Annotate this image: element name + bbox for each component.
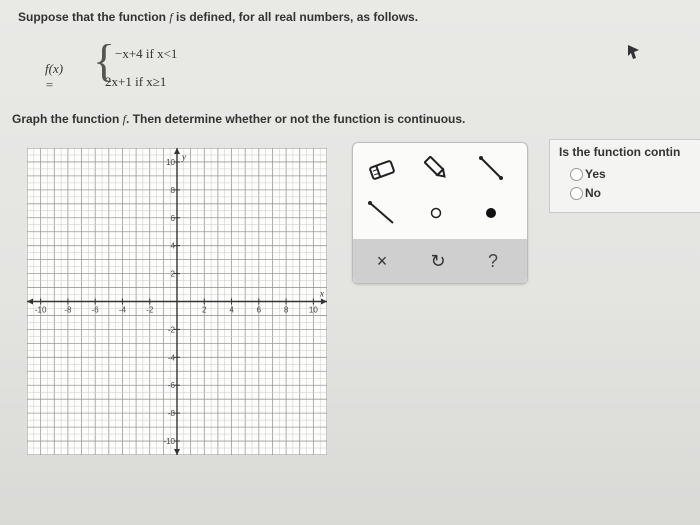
close-icon: ×	[376, 250, 388, 271]
formula-lhs: f(x) =	[45, 61, 64, 92]
formula-case-1: −x+4 if x<1	[115, 46, 178, 61]
closed-circle-icon	[484, 206, 498, 220]
y-tick-label: -8	[167, 409, 175, 419]
radio-no[interactable]	[570, 187, 583, 200]
line-segment-tool[interactable]	[476, 153, 506, 183]
y-tick-label: -6	[167, 381, 175, 391]
x-tick-label: 8	[283, 305, 289, 315]
closed-circle-tool[interactable]	[476, 198, 506, 228]
x-tick-label: -4	[118, 305, 127, 315]
line-segment-icon	[477, 154, 505, 182]
y-tick-label: 2	[170, 269, 175, 279]
pencil-icon	[424, 156, 448, 180]
coordinate-grid[interactable]	[27, 148, 327, 455]
y-tick-label: -4	[167, 353, 175, 363]
toolbox-action-bar	[353, 239, 527, 283]
grid-canvas[interactable]	[27, 148, 327, 455]
option-yes-label: Yes	[585, 167, 606, 181]
graph-instruction: Graph the function f. Then determine whether or not the function is continuous.	[12, 112, 466, 126]
radio-yes[interactable]	[570, 168, 583, 181]
help-button[interactable]	[478, 247, 508, 275]
y-tick-label: -10	[163, 437, 175, 447]
question-text: Is the function contin	[559, 145, 681, 159]
x-tick-label: 10	[308, 305, 318, 315]
graph-toolbox	[352, 142, 528, 284]
y-tick-label: 4	[170, 241, 175, 251]
x-tick-label: -8	[64, 305, 72, 315]
undo-button[interactable]	[423, 247, 453, 275]
x-tick-label: -6	[91, 305, 99, 315]
option-no[interactable]	[570, 186, 601, 200]
x-tick-label: -2	[146, 305, 154, 315]
clear-button[interactable]	[367, 247, 397, 275]
undo-icon: ↻	[430, 250, 446, 271]
formula-case-2: 2x+1 if x≥1	[105, 74, 167, 89]
y-tick-label: -2	[167, 325, 175, 335]
ray-icon	[367, 199, 397, 227]
pencil-tool[interactable]	[421, 153, 451, 183]
problem-prompt: Suppose that the function f is defined, for all real numbers, as follows.	[18, 10, 419, 24]
y-tick-label: 6	[170, 213, 175, 223]
open-circle-icon	[429, 206, 443, 220]
eraser-tool[interactable]	[367, 155, 397, 185]
option-no-label: No	[585, 186, 601, 200]
continuity-question	[549, 139, 700, 213]
x-tick-label: 6	[256, 305, 262, 315]
help-icon: ?	[487, 250, 498, 271]
x-tick-label: -10	[34, 305, 47, 315]
eraser-icon	[368, 159, 396, 181]
option-yes[interactable]	[570, 167, 606, 181]
mouse-cursor-icon	[627, 44, 641, 60]
y-axis-label: y	[182, 152, 186, 162]
y-tick-label: 8	[170, 185, 175, 195]
y-tick-label: 10	[166, 157, 175, 167]
open-circle-tool[interactable]	[421, 198, 451, 228]
x-axis-label: x	[320, 288, 324, 299]
x-tick-label: 2	[202, 305, 207, 315]
formula-brace: {	[93, 35, 116, 86]
x-tick-label: 4	[229, 305, 234, 315]
ray-tool[interactable]	[367, 198, 397, 228]
